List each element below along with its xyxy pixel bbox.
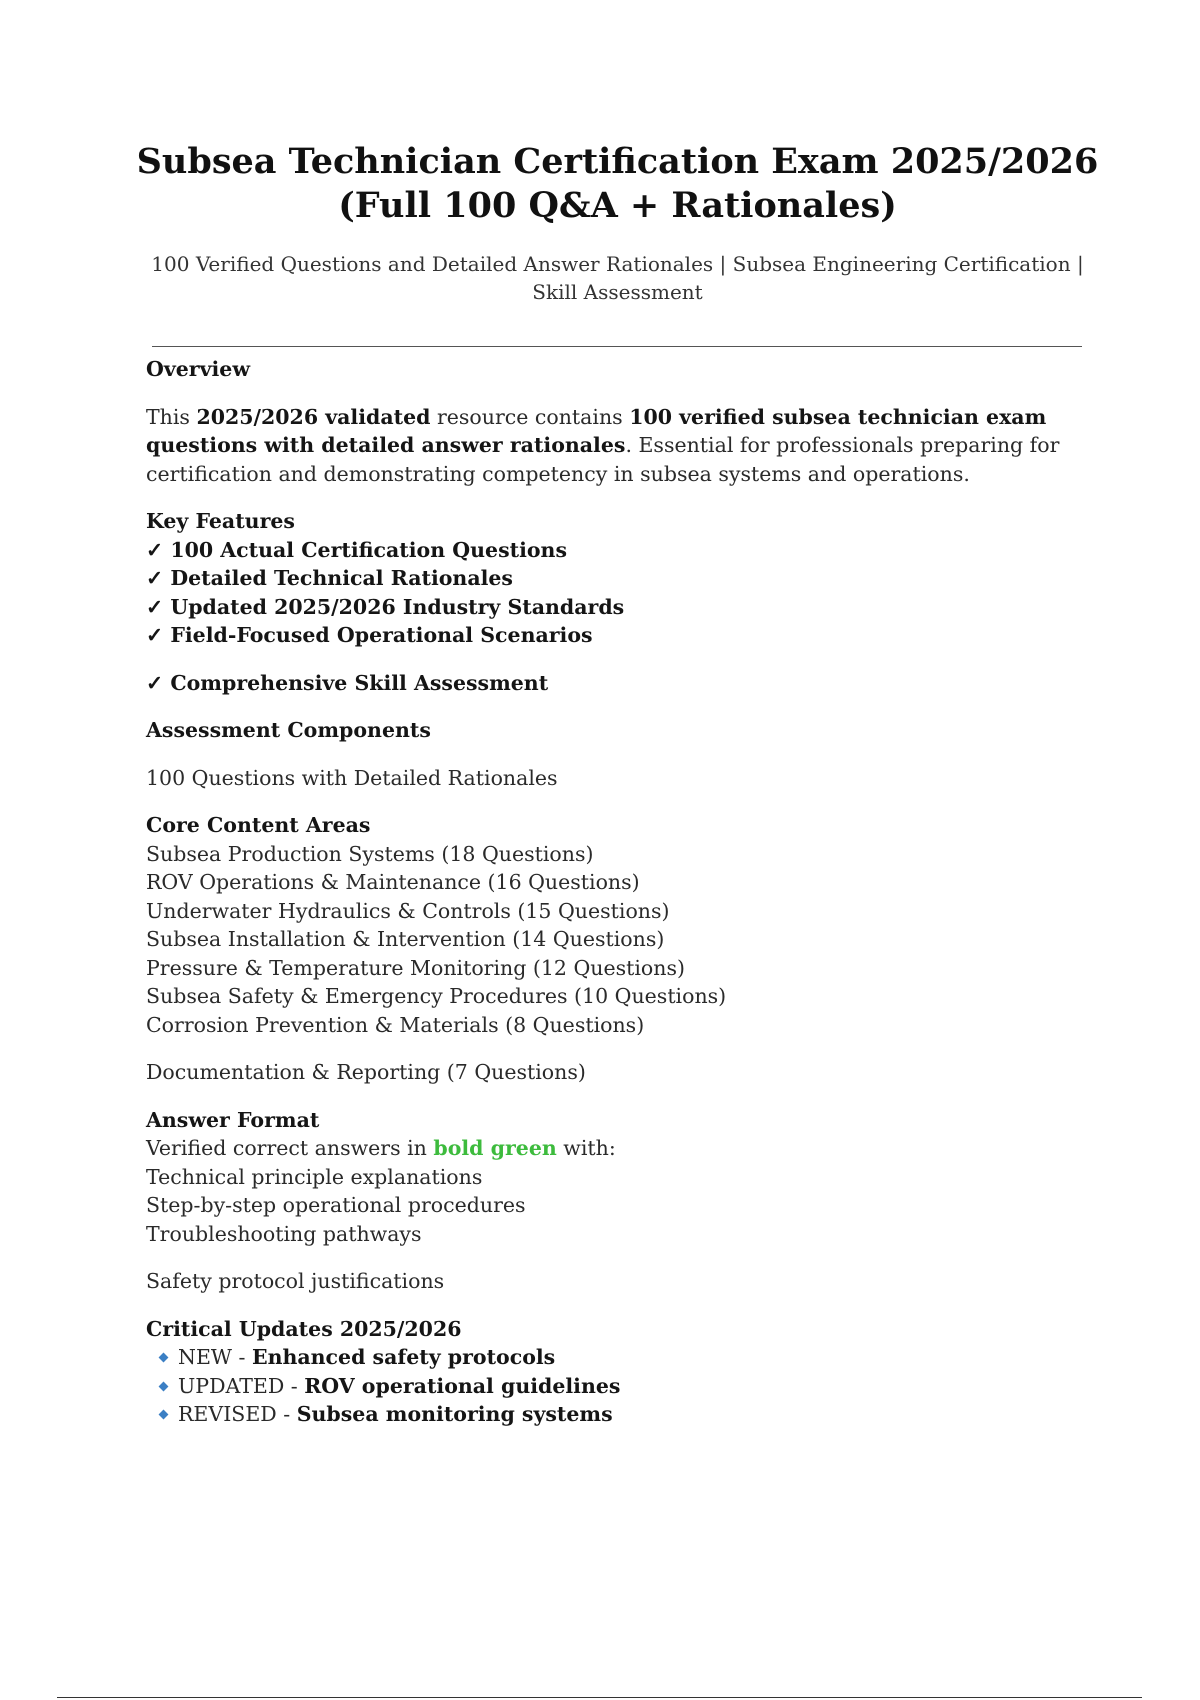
critical-updates-heading: Critical Updates 2025/2026: [146, 1316, 462, 1341]
document-subtitle: [150, 250, 1085, 306]
diamond-bullet-icon: [159, 1381, 169, 1391]
feature-item: ✓ Field-Focused Operational Scenarios: [146, 623, 593, 647]
overview-paragraph: [146, 403, 1091, 489]
answer-format-intro: [146, 1134, 1091, 1163]
overview-text-1: This: [146, 404, 197, 429]
core-content-item: Documentation & Reporting (7 Questions): [146, 1060, 586, 1084]
title-line-1: Subsea Technician Certification Exam 2025/2026: [136, 141, 1099, 182]
overview-text-2: resource contains: [430, 404, 630, 429]
core-content-heading: Core Content Areas: [146, 813, 371, 837]
update-item: [158, 1372, 1091, 1401]
answer-format-intro-pre: Verified correct answers in: [146, 1136, 434, 1160]
document-title: [120, 140, 1115, 228]
answer-format-green-text: bold green: [433, 1136, 557, 1160]
overview-bold-2: 100 verified subsea technician exam questions with detailed answer rationales: [146, 404, 1047, 457]
update-item: [158, 1343, 1091, 1372]
update-item: [158, 1400, 1091, 1429]
update-tag: UPDATED -: [178, 1373, 305, 1398]
feature-item: ✓ Detailed Technical Rationales: [146, 566, 513, 590]
critical-updates-list: [146, 1343, 1091, 1429]
core-content-item: Underwater Hydraulics & Controls (15 Questions): [146, 898, 670, 923]
core-content-item: Subsea Installation & Intervention (14 Questions): [146, 927, 665, 951]
core-content-item: Corrosion Prevention & Materials (8 Questions): [146, 1012, 645, 1037]
assessment-text: 100 Questions with Detailed Rationales: [146, 765, 558, 790]
title-line-2: (Full 100 Q&A + Rationales): [338, 185, 897, 226]
update-text: Subsea monitoring systems: [296, 1402, 613, 1426]
answer-format-heading: Answer Format: [146, 1107, 320, 1132]
core-content-item: Subsea Safety & Emergency Procedures (10 Questions): [146, 984, 727, 1008]
footer-divider: [57, 1697, 1142, 1698]
feature-item: ✓ Comprehensive Skill Assessment: [146, 670, 549, 695]
header-divider: [152, 346, 1082, 347]
overview-bold-1: 2025/2026 validated: [196, 404, 431, 429]
answer-format-intro-post: with:: [556, 1136, 616, 1160]
update-tag: NEW -: [178, 1345, 252, 1369]
feature-item: ✓ Updated 2025/2026 Industry Standards: [146, 594, 625, 619]
subtitle-line-2: Skill Assessment: [532, 280, 703, 304]
answer-format-item: Safety protocol justifications: [146, 1269, 445, 1293]
core-content-item: Subsea Production Systems (18 Questions): [146, 841, 594, 866]
update-tag: REVISED -: [178, 1402, 297, 1426]
diamond-bullet-icon: [159, 1353, 169, 1363]
core-content-item: ROV Operations & Maintenance (16 Questions): [146, 870, 640, 894]
assessment-heading: Assessment Components: [146, 718, 431, 742]
update-text: ROV operational guidelines: [304, 1373, 621, 1398]
update-text: Enhanced safety protocols: [251, 1345, 556, 1369]
overview-text-3: . Essential for professionals preparing for certification and demonstrating competency in subsea systems and operations.: [146, 433, 1060, 486]
core-content-item: Pressure & Temperature Monitoring (12 Questions): [146, 955, 685, 980]
answer-format-item: Step-by-step operational procedures: [146, 1193, 526, 1217]
answer-format-item: Technical principle explanations: [146, 1164, 483, 1189]
subtitle-line-1: 100 Verified Questions and Detailed Answer Rationales | Subsea Engineering Certification |: [151, 252, 1084, 276]
feature-item: ✓ 100 Actual Certification Questions: [146, 537, 567, 562]
diamond-bullet-icon: [159, 1410, 169, 1420]
answer-format-item: Troubleshooting pathways: [146, 1221, 422, 1246]
document-body: [146, 355, 1091, 1429]
key-features-heading: Key Features: [146, 509, 295, 533]
overview-heading: Overview: [146, 357, 251, 381]
